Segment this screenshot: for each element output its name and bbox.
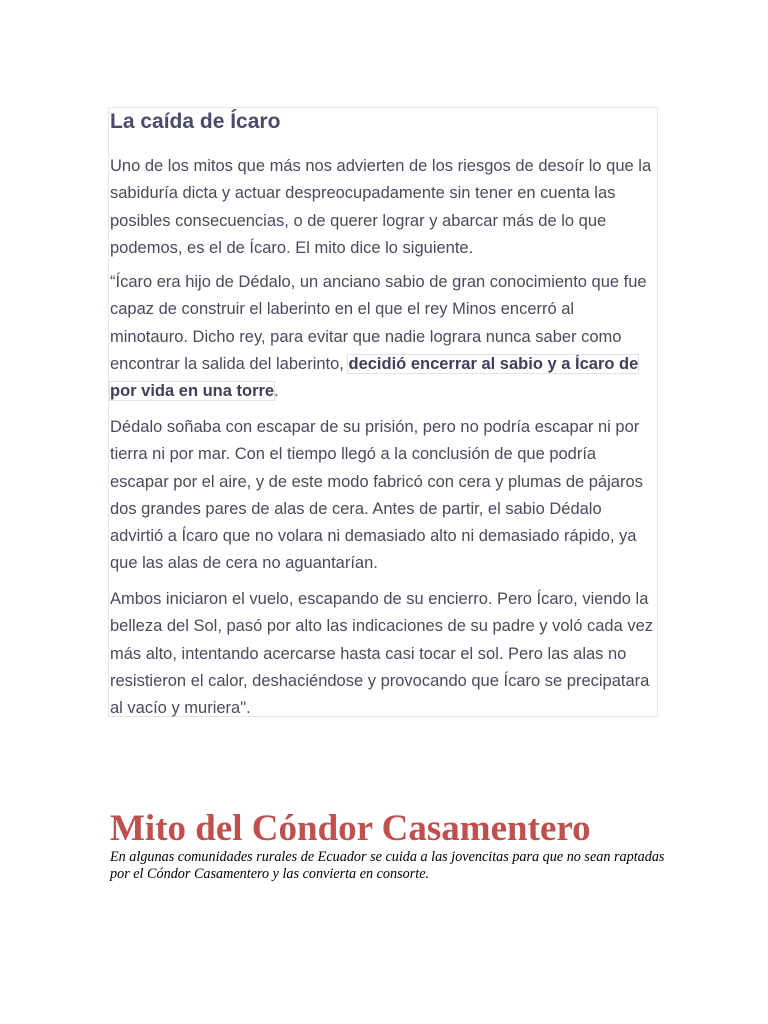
icaro-paragraph-2-start: “Ícaro era hijo de Dédalo, un anciano sabio de gran conocimiento que fue capaz de construir el laberinto en el que el rey Minos encerró al minotauro. Dicho rey, para evitar que nadie lograra nunca saber como encontrar la salida del laberinto, [110,273,647,373]
icaro-paragraph-2-end: . [274,382,279,401]
condor-title: Mito del Cóndor Casamentero [110,808,591,849]
icaro-paragraph-2 [110,269,655,405]
condor-text: En algunas comunidades rurales de Ecuador se cuida a las jovencitas para que no sean raptadas por el Cóndor Casamentero y las convierta en consorte. [110,849,665,882]
icaro-paragraph-2-highlight: decidió encerrar al sabio y a Ícaro de por vida en una torre [110,354,639,401]
icaro-title: La caída de Ícaro [110,110,281,133]
icaro-paragraph-4: Ambos iniciaron el vuelo, escapando de su encierro. Pero Ícaro, viendo la belleza del Sol, pasó por alto las indicaciones de su padre y voló cada vez más alto, intentando acercarse hasta casi tocar el sol. Pero las alas no resistieron el calor, deshaciéndose y provocando que Ícaro se precipatara al vacío y muriera". [110,590,654,718]
icaro-paragraph-3: Dédalo soñaba con escapar de su prisión, pero no podría escapar ni por tierra ni por mar. Con el tiempo llegó a la conclusión de que podría escapar por el aire, y de este modo fabricó con cera y plumas de pájaros dos grandes pares de alas de cera. Antes de partir, el sabio Dédalo advirtió a Ícaro que no volara ni demasiado alto ni demasiado rápido, ya que las alas de cera no aguantarían. [110,418,643,573]
icaro-paragraph-1: Uno de los mitos que más nos advierten de los riesgos de desoír lo que la sabiduría dicta y actuar despreocupadamente sin tener en cuenta las posibles consecuencias, o de querer lograr y abarcar más de lo que podemos, es el de Ícaro. El mito dice lo siguiente. [110,157,652,257]
